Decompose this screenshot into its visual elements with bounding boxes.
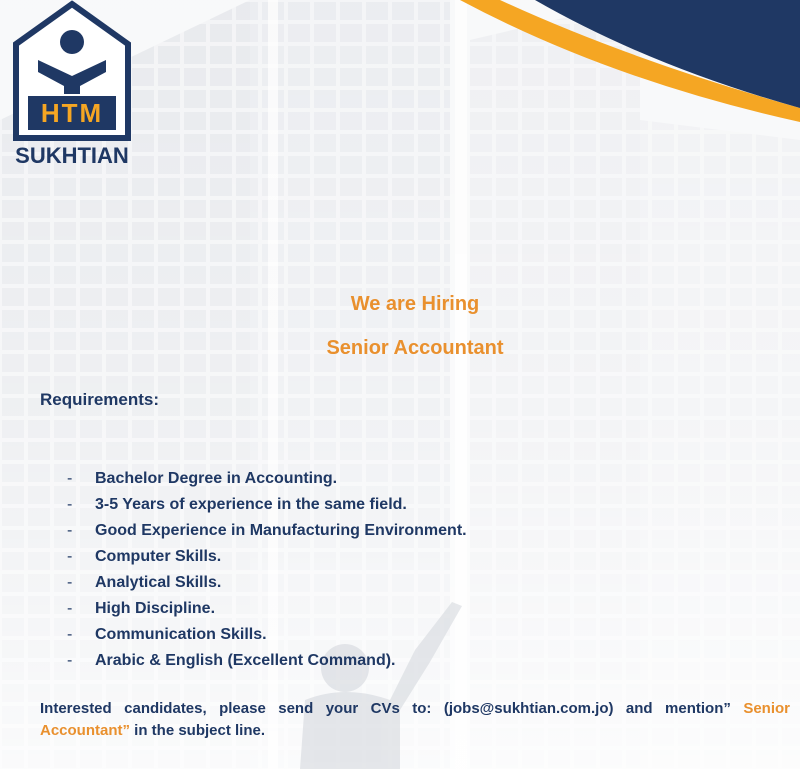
header-swoosh-decoration (460, 0, 800, 122)
requirement-item: - Bachelor Degree in Accounting. (40, 466, 640, 492)
logo-name: SUKHTIAN (15, 143, 129, 168)
requirements-heading: Requirements: (40, 390, 160, 409)
requirement-item: - High Discipline. (40, 596, 640, 622)
requirement-item: - Good Experience in Manufacturing Environment. (40, 518, 640, 544)
logo-letters: HTM (40, 98, 104, 128)
hiring-headline: We are Hiring (350, 293, 480, 315)
requirement-item: - 3-5 Years of experience in the same field. (40, 492, 640, 518)
instructions-text: Interested candidates, please send your CVs to: (jobs@sukhtian.com.jo) and mention” (40, 700, 731, 717)
requirement-item: - Computer Skills. (40, 544, 640, 570)
requirement-item: - Analytical Skills. (40, 570, 640, 596)
requirements-list (40, 466, 640, 674)
application-instructions (40, 698, 790, 742)
subject-highlight: Senior Accountant” (40, 700, 791, 739)
instructions-tail: in the subject line. (130, 722, 266, 739)
requirement-item: - Arabic & English (Excellent Command). (40, 648, 640, 674)
position-title: Senior Accountant (326, 337, 504, 359)
requirement-item: - Communication Skills. (40, 622, 640, 648)
